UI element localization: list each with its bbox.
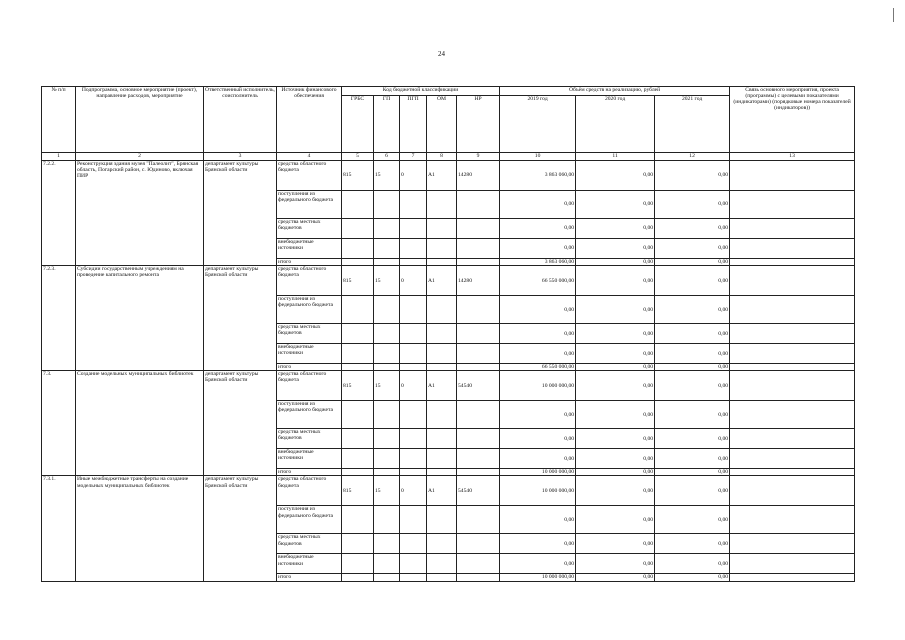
header-responsible: Ответственный исполнитель, соисполнитель — [204, 87, 277, 153]
code-empty — [400, 239, 427, 259]
value-2021: 0,00 — [655, 554, 730, 574]
indicator-link — [730, 324, 855, 344]
code-empty — [374, 534, 400, 554]
value-2020: 0,00 — [576, 191, 655, 219]
value-2019: 66 550 000,00 — [500, 266, 576, 296]
value-2021: 0,00 — [655, 266, 730, 296]
source-regional: средства областного бюджета — [277, 476, 342, 506]
code-empty — [457, 574, 500, 581]
value-2021: 0,00 — [655, 429, 730, 449]
header-om: ОМ — [427, 96, 457, 153]
value-2020: 0,00 — [576, 476, 655, 506]
header-2019: 2019 год — [500, 96, 576, 153]
source-local: средства местных бюджетов — [277, 324, 342, 344]
entry-number: 7.2.3. — [42, 266, 76, 371]
source-extra: внебюджетные источники — [277, 344, 342, 364]
value-2019: 0,00 — [500, 191, 576, 219]
header-grbs: ГРБС — [342, 96, 374, 153]
code-empty — [427, 296, 457, 324]
code-empty — [342, 324, 374, 344]
header-gp: ГП — [374, 96, 400, 153]
indicator-link — [730, 506, 855, 534]
source-federal: поступления из федерального бюджета — [277, 191, 342, 219]
column-number: 2 — [76, 153, 204, 161]
value-2021: 0,00 — [655, 344, 730, 364]
header-codes-group: Код бюджетной классификации — [342, 87, 500, 96]
code-empty — [457, 239, 500, 259]
code-gp: 15 — [374, 476, 400, 506]
code-om: А1 — [427, 476, 457, 506]
total-2021: 0,00 — [655, 574, 730, 581]
source-federal: поступления из федерального бюджета — [277, 296, 342, 324]
code-gp: 15 — [374, 161, 400, 191]
code-pgp: 0 — [400, 476, 427, 506]
indicator-link — [730, 554, 855, 574]
code-empty — [342, 449, 374, 469]
value-2020: 0,00 — [576, 219, 655, 239]
header-2020: 2020 год — [576, 96, 655, 153]
code-empty — [374, 219, 400, 239]
code-empty — [342, 506, 374, 534]
code-empty — [374, 554, 400, 574]
code-empty — [457, 401, 500, 429]
value-2020: 0,00 — [576, 371, 655, 401]
code-empty — [400, 429, 427, 449]
source-extra: внебюджетные источники — [277, 239, 342, 259]
code-empty — [374, 449, 400, 469]
code-empty — [427, 364, 457, 371]
code-empty — [457, 296, 500, 324]
code-empty — [400, 554, 427, 574]
code-nr: 14280 — [457, 161, 500, 191]
value-2019: 0,00 — [500, 324, 576, 344]
total-2019: 66 550 000,00 — [500, 364, 576, 371]
code-empty — [400, 324, 427, 344]
column-number: 6 — [374, 153, 400, 161]
entries-body — [42, 161, 855, 582]
source-total: итого — [277, 469, 342, 476]
header-program: Подпрограмма, основное мероприятие (проект), направление расходов, мероприятие — [76, 87, 204, 153]
source-regional: средства областного бюджета — [277, 161, 342, 191]
indicator-link — [730, 191, 855, 219]
header-num: № п/п — [42, 87, 76, 153]
value-2020: 0,00 — [576, 266, 655, 296]
code-empty — [427, 469, 457, 476]
value-2021: 0,00 — [655, 324, 730, 344]
total-2019: 10 000 000,00 — [500, 574, 576, 581]
code-empty — [457, 324, 500, 344]
total-2019: 3 863 060,00 — [500, 259, 576, 266]
code-empty — [342, 554, 374, 574]
column-number: 10 — [500, 153, 576, 161]
entry-row-regional — [42, 161, 855, 191]
code-empty — [374, 469, 400, 476]
entry-row-regional — [42, 476, 855, 506]
indicator-link — [730, 534, 855, 554]
value-2021: 0,00 — [655, 191, 730, 219]
column-number: 1 — [42, 153, 76, 161]
indicator-link — [730, 161, 855, 191]
code-empty — [457, 429, 500, 449]
value-2020: 0,00 — [576, 429, 655, 449]
code-grbs: 815 — [342, 476, 374, 506]
code-empty — [374, 296, 400, 324]
value-2020: 0,00 — [576, 534, 655, 554]
code-empty — [342, 191, 374, 219]
code-empty — [342, 239, 374, 259]
code-gp: 15 — [374, 371, 400, 401]
page-number: 24 — [438, 50, 445, 58]
code-empty — [427, 429, 457, 449]
code-empty — [457, 554, 500, 574]
indicator-link — [730, 364, 855, 371]
entry-name: Субсидии государственным учреждениям на проведение капитального ремонта — [76, 266, 204, 371]
source-local: средства местных бюджетов — [277, 429, 342, 449]
budget-table — [41, 86, 855, 582]
indicator-link — [730, 344, 855, 364]
code-empty — [427, 449, 457, 469]
entry-responsible: департамент культуры Брянской области — [204, 266, 277, 371]
code-grbs: 815 — [342, 371, 374, 401]
source-federal: поступления из федерального бюджета — [277, 401, 342, 429]
source-local: средства местных бюджетов — [277, 219, 342, 239]
code-empty — [342, 344, 374, 364]
value-2019: 0,00 — [500, 429, 576, 449]
code-empty — [400, 534, 427, 554]
source-total: итого — [277, 574, 342, 581]
total-2019: 10 000 000,00 — [500, 469, 576, 476]
code-empty — [374, 364, 400, 371]
entry-row-regional — [42, 371, 855, 401]
indicator-link — [730, 401, 855, 429]
entry-number: 7.2.2. — [42, 161, 76, 266]
code-grbs: 815 — [342, 161, 374, 191]
code-empty — [457, 534, 500, 554]
code-empty — [342, 401, 374, 429]
value-2021: 0,00 — [655, 476, 730, 506]
indicator-link — [730, 449, 855, 469]
value-2019: 0,00 — [500, 449, 576, 469]
column-number: 5 — [342, 153, 374, 161]
code-empty — [374, 506, 400, 534]
source-extra: внебюджетные источники — [277, 449, 342, 469]
column-number: 13 — [730, 153, 855, 161]
code-empty — [400, 469, 427, 476]
code-empty — [457, 259, 500, 266]
value-2021: 0,00 — [655, 219, 730, 239]
source-federal: поступления из федерального бюджета — [277, 506, 342, 534]
value-2019: 10 000 000,00 — [500, 476, 576, 506]
indicator-link — [730, 476, 855, 506]
total-2021: 0,00 — [655, 364, 730, 371]
value-2021: 0,00 — [655, 371, 730, 401]
source-extra: внебюджетные источники — [277, 554, 342, 574]
entry-responsible: департамент культуры Брянской области — [204, 161, 277, 266]
header-link: Связь основного мероприятия, проекта (программы) с целевыми показателями (индикаторами) (порядковые номера показателей (индикаторов)) — [730, 87, 855, 153]
scan-edge-mark — [893, 8, 894, 22]
indicator-link — [730, 371, 855, 401]
source-local: средства местных бюджетов — [277, 534, 342, 554]
value-2021: 0,00 — [655, 449, 730, 469]
source-total: итого — [277, 364, 342, 371]
code-empty — [374, 574, 400, 581]
code-empty — [400, 364, 427, 371]
source-regional: средства областного бюджета — [277, 371, 342, 401]
value-2021: 0,00 — [655, 296, 730, 324]
value-2020: 0,00 — [576, 449, 655, 469]
column-number: 11 — [576, 153, 655, 161]
code-empty — [427, 219, 457, 239]
code-empty — [342, 574, 374, 581]
indicator-link — [730, 429, 855, 449]
code-empty — [457, 449, 500, 469]
code-pgp: 0 — [400, 161, 427, 191]
entry-number: 7.3. — [42, 371, 76, 476]
code-empty — [374, 324, 400, 344]
entry-name: Реконструкция здания музея "Палеолит", Брянская область, Погарский район, с. Юдиново, включая ПИР — [76, 161, 204, 266]
code-om: А1 — [427, 266, 457, 296]
code-empty — [427, 259, 457, 266]
value-2019: 3 863 060,00 — [500, 161, 576, 191]
value-2021: 0,00 — [655, 534, 730, 554]
code-empty — [342, 219, 374, 239]
code-empty — [457, 469, 500, 476]
entry-responsible: департамент культуры Брянской области — [204, 476, 277, 581]
code-grbs: 815 — [342, 266, 374, 296]
indicator-link — [730, 266, 855, 296]
value-2020: 0,00 — [576, 296, 655, 324]
total-2020: 0,00 — [576, 469, 655, 476]
code-pgp: 0 — [400, 266, 427, 296]
value-2020: 0,00 — [576, 344, 655, 364]
value-2020: 0,00 — [576, 161, 655, 191]
code-gp: 15 — [374, 266, 400, 296]
code-empty — [342, 296, 374, 324]
indicator-link — [730, 574, 855, 581]
column-number: 4 — [277, 153, 342, 161]
code-empty — [427, 401, 457, 429]
column-number: 9 — [457, 153, 500, 161]
value-2019: 0,00 — [500, 506, 576, 534]
code-nr: 54540 — [457, 371, 500, 401]
indicator-link — [730, 296, 855, 324]
header-nr: НР — [457, 96, 500, 153]
code-empty — [342, 469, 374, 476]
code-empty — [374, 239, 400, 259]
code-empty — [427, 534, 457, 554]
value-2019: 0,00 — [500, 239, 576, 259]
total-2021: 0,00 — [655, 259, 730, 266]
code-empty — [400, 401, 427, 429]
indicator-link — [730, 259, 855, 266]
code-empty — [374, 344, 400, 364]
code-empty — [427, 324, 457, 344]
column-number: 7 — [400, 153, 427, 161]
value-2021: 0,00 — [655, 161, 730, 191]
code-empty — [400, 574, 427, 581]
code-empty — [374, 191, 400, 219]
value-2019: 0,00 — [500, 534, 576, 554]
value-2019: 0,00 — [500, 296, 576, 324]
code-empty — [400, 344, 427, 364]
code-empty — [342, 364, 374, 371]
value-2021: 0,00 — [655, 239, 730, 259]
code-nr: 14280 — [457, 266, 500, 296]
entry-responsible: департамент культуры Брянской области — [204, 371, 277, 476]
code-empty — [457, 506, 500, 534]
code-empty — [400, 506, 427, 534]
total-2021: 0,00 — [655, 469, 730, 476]
value-2020: 0,00 — [576, 324, 655, 344]
source-regional: средства областного бюджета — [277, 266, 342, 296]
code-empty — [427, 574, 457, 581]
code-empty — [427, 554, 457, 574]
value-2019: 0,00 — [500, 219, 576, 239]
total-2020: 0,00 — [576, 259, 655, 266]
value-2021: 0,00 — [655, 506, 730, 534]
code-empty — [427, 239, 457, 259]
code-empty — [374, 429, 400, 449]
entry-name: Создание модельных муниципальных библиотек — [76, 371, 204, 476]
indicator-link — [730, 219, 855, 239]
code-empty — [457, 219, 500, 239]
value-2019: 10 000 000,00 — [500, 371, 576, 401]
code-om: А1 — [427, 371, 457, 401]
source-total: итого — [277, 259, 342, 266]
column-number: 8 — [427, 153, 457, 161]
code-empty — [400, 449, 427, 469]
value-2019: 0,00 — [500, 401, 576, 429]
header-source: Источник финансового обеспечения — [277, 87, 342, 153]
code-empty — [427, 344, 457, 364]
code-empty — [342, 259, 374, 266]
value-2019: 0,00 — [500, 344, 576, 364]
code-empty — [400, 191, 427, 219]
header-pgp: ПГП — [400, 96, 427, 153]
value-2019: 0,00 — [500, 554, 576, 574]
value-2020: 0,00 — [576, 401, 655, 429]
column-number: 3 — [204, 153, 277, 161]
code-empty — [457, 364, 500, 371]
code-empty — [457, 191, 500, 219]
code-pgp: 0 — [400, 371, 427, 401]
total-2020: 0,00 — [576, 574, 655, 581]
code-empty — [374, 401, 400, 429]
column-number: 12 — [655, 153, 730, 161]
value-2020: 0,00 — [576, 554, 655, 574]
code-empty — [400, 219, 427, 239]
total-2020: 0,00 — [576, 364, 655, 371]
header-volume-group: Объём средств на реализацию, рублей — [500, 87, 730, 96]
code-empty — [342, 534, 374, 554]
entry-number: 7.3.1. — [42, 476, 76, 581]
code-om: А1 — [427, 161, 457, 191]
column-number-row — [42, 153, 855, 161]
code-empty — [427, 506, 457, 534]
code-empty — [374, 259, 400, 266]
indicator-link — [730, 469, 855, 476]
value-2020: 0,00 — [576, 506, 655, 534]
header-2021: 2021 год — [655, 96, 730, 153]
entry-name: Иные межбюджетные трансферты на создание модельных муниципальных библиотек — [76, 476, 204, 581]
entry-row-regional — [42, 266, 855, 296]
indicator-link — [730, 239, 855, 259]
code-empty — [342, 429, 374, 449]
code-empty — [457, 344, 500, 364]
code-nr: 54540 — [457, 476, 500, 506]
code-empty — [427, 191, 457, 219]
code-empty — [400, 296, 427, 324]
value-2021: 0,00 — [655, 401, 730, 429]
code-empty — [400, 259, 427, 266]
value-2020: 0,00 — [576, 239, 655, 259]
